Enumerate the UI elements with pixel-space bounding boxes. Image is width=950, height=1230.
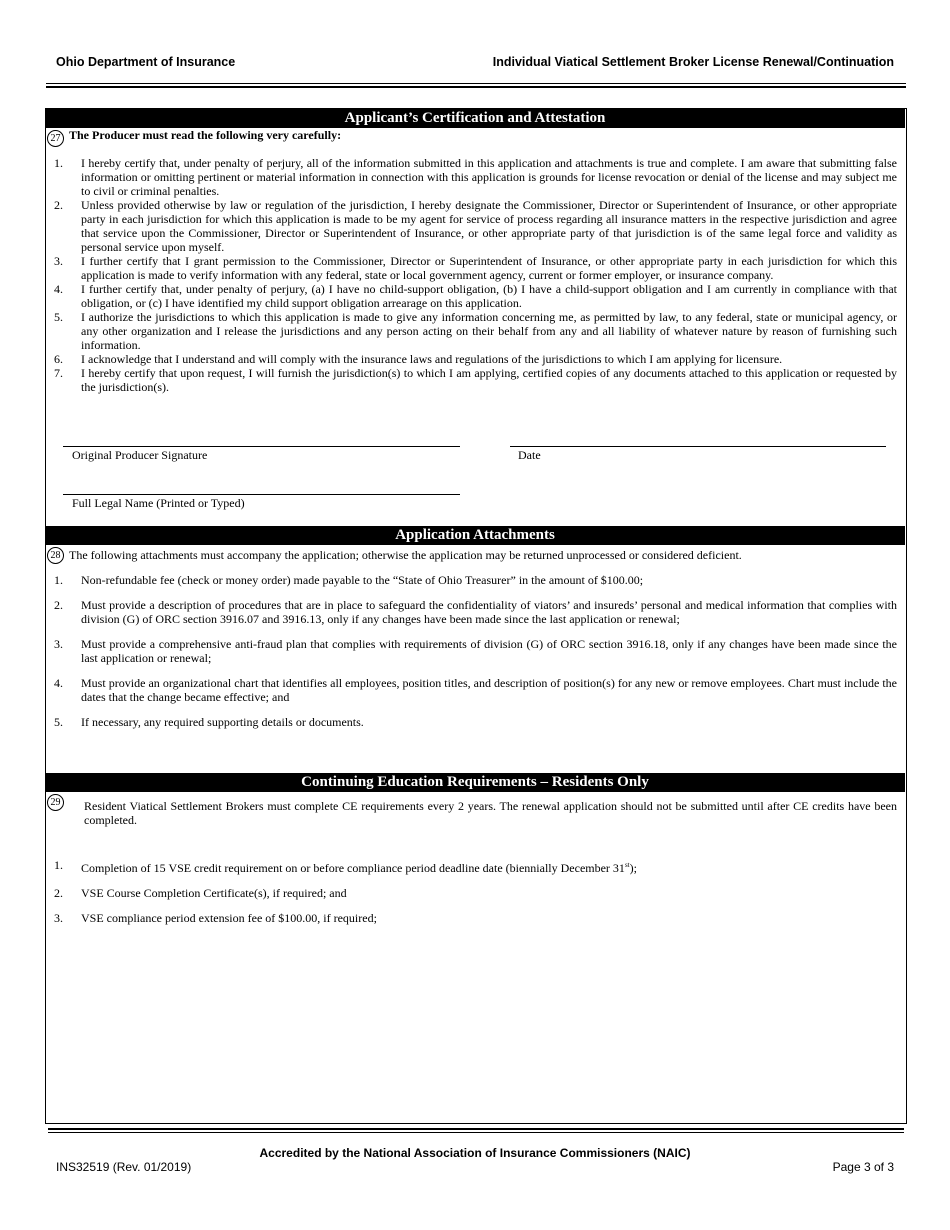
footer-rule-thick <box>48 1128 904 1130</box>
header-rule-thin <box>46 83 906 84</box>
attachment-item: 1. Non-refundable fee (check or money order) made payable to the “State of Ohio Treasurer” in the amount of $100.00; <box>54 573 644 587</box>
question-28-marker: 28 <box>47 547 64 564</box>
certification-item: 5. I authorize the jurisdictions to which this application is made to give any information concerning me, as permitted by law, to any federal, state or municipal agency, or any other organization and I release the jurisdictions and any person acting on their behalf from any and all liability of whatever nature by reason of furnishing such information. <box>54 310 897 352</box>
certification-item: 4. I further certify that, under penalty of perjury, (a) I have no child-support obligation, (b) I have a child-support obligation and I am currently in compliance with that obligation, or (c) I have identified my child support obligation arrearage on this application. <box>54 282 897 310</box>
certification-item: 2. Unless provided otherwise by law or regulation of the jurisdiction, I hereby designate the Commissioner, Director or Superintendent of Insurance, or other appropriate party in each jurisdiction for which this application is made to be my agent for service of process regarding all insurance matters in the respective jurisdiction and agree that service upon the Commissioner, Director or Superintendent of Insurance, or other appropriate party of that jurisdiction is of the same legal force and validity as personal service upon myself. <box>54 198 897 254</box>
full-name-line[interactable] <box>63 494 460 495</box>
agency-name: Ohio Department of Insurance <box>56 55 236 69</box>
certification-item: 3. I further certify that I grant permission to the Commissioner, Director or Superintendent of Insurance, or other appropriate party in each jurisdiction for which this application is made to verify information with any federal, state or local government agency, current or former employer, or insurance company. <box>54 254 897 282</box>
ce-item: 2. VSE Course Completion Certificate(s), if required; and <box>54 886 347 900</box>
attachment-item: 2. Must provide a description of procedures that are in place to safeguard the confidentiality of viators’ and insureds’ personal and medical information that complies with division (G) of ORC section 3916.07 and 3916.13, only if any changes have been made since the last application or renewal; <box>54 598 897 626</box>
form-number: INS32519 (Rev. 01/2019) <box>56 1160 192 1174</box>
header-rule-thick <box>46 86 906 88</box>
attachment-item: 3. Must provide a comprehensive anti-fraud plan that complies with requirements of division (G) of ORC section 3916.18, only if any changes have been made since the last application or renewal; <box>54 637 897 665</box>
footer-rule-thin <box>48 1132 904 1133</box>
certification-item: 7. I hereby certify that upon request, I will furnish the jurisdiction(s) to which I am applying, certified copies of any documents attached to this application or requested by the jurisdiction(s). <box>54 366 897 394</box>
certification-list <box>54 156 897 394</box>
ce-intro-block <box>54 799 897 827</box>
attachment-item: 4. Must provide an organizational chart that identifies all employees, position titles, and description of position(s) for any new or remove employees. Chart must include the dates that the change became effective; and <box>54 676 897 704</box>
certification-item: 6. I acknowledge that I understand and will comply with the insurance laws and regulations of the jurisdictions to which I am applying for licensure. <box>54 352 783 366</box>
attachments-list <box>54 573 897 729</box>
date-label: Date <box>518 448 541 462</box>
accreditation-note: Accredited by the National Association of Insurance Commissioners (NAIC) <box>259 1146 691 1160</box>
certification-section-header: Applicant’s Certification and Attestation <box>45 109 905 128</box>
question-29-marker: 29 <box>47 794 64 811</box>
page-number: Page 3 of 3 <box>832 1160 894 1174</box>
certification-item: 1. I hereby certify that, under penalty of perjury, all of the information submitted in this application and attachments is true and complete. I am aware that submitting false information or omitting pertinent or material information in connection with this application is grounds for license revocation or denial of the license and may subject me to civil or criminal penalties. <box>54 156 897 198</box>
date-line[interactable] <box>510 446 886 447</box>
signature-label: Original Producer Signature <box>72 448 208 462</box>
ce-item: 1. Completion of 15 VSE credit requirement on or before compliance period deadline date (biennially December 31st); <box>54 858 637 875</box>
full-name-label: Full Legal Name (Printed or Typed) <box>72 496 245 510</box>
question-27-marker: 27 <box>47 130 64 147</box>
attachments-section-header: Application Attachments <box>45 526 905 545</box>
certification-intro: The Producer must read the following very carefully: <box>69 128 342 142</box>
ce-list <box>54 858 897 925</box>
signature-line[interactable] <box>63 446 460 447</box>
ce-intro: Resident Viatical Settlement Brokers must complete CE requirements every 2 years. The renewal application should not be submitted until after CE credits have been completed. <box>84 799 897 827</box>
form-title: Individual Viatical Settlement Broker License Renewal/Continuation <box>492 55 894 69</box>
attachment-item: 5. If necessary, any required supporting details or documents. <box>54 715 364 729</box>
attachments-intro: The following attachments must accompany the application; otherwise the application may be returned unprocessed or considered deficient. <box>69 548 742 562</box>
ce-section-header: Continuing Education Requirements – Residents Only <box>45 773 905 792</box>
ce-item: 3. VSE compliance period extension fee of $100.00, if required; <box>54 911 377 925</box>
